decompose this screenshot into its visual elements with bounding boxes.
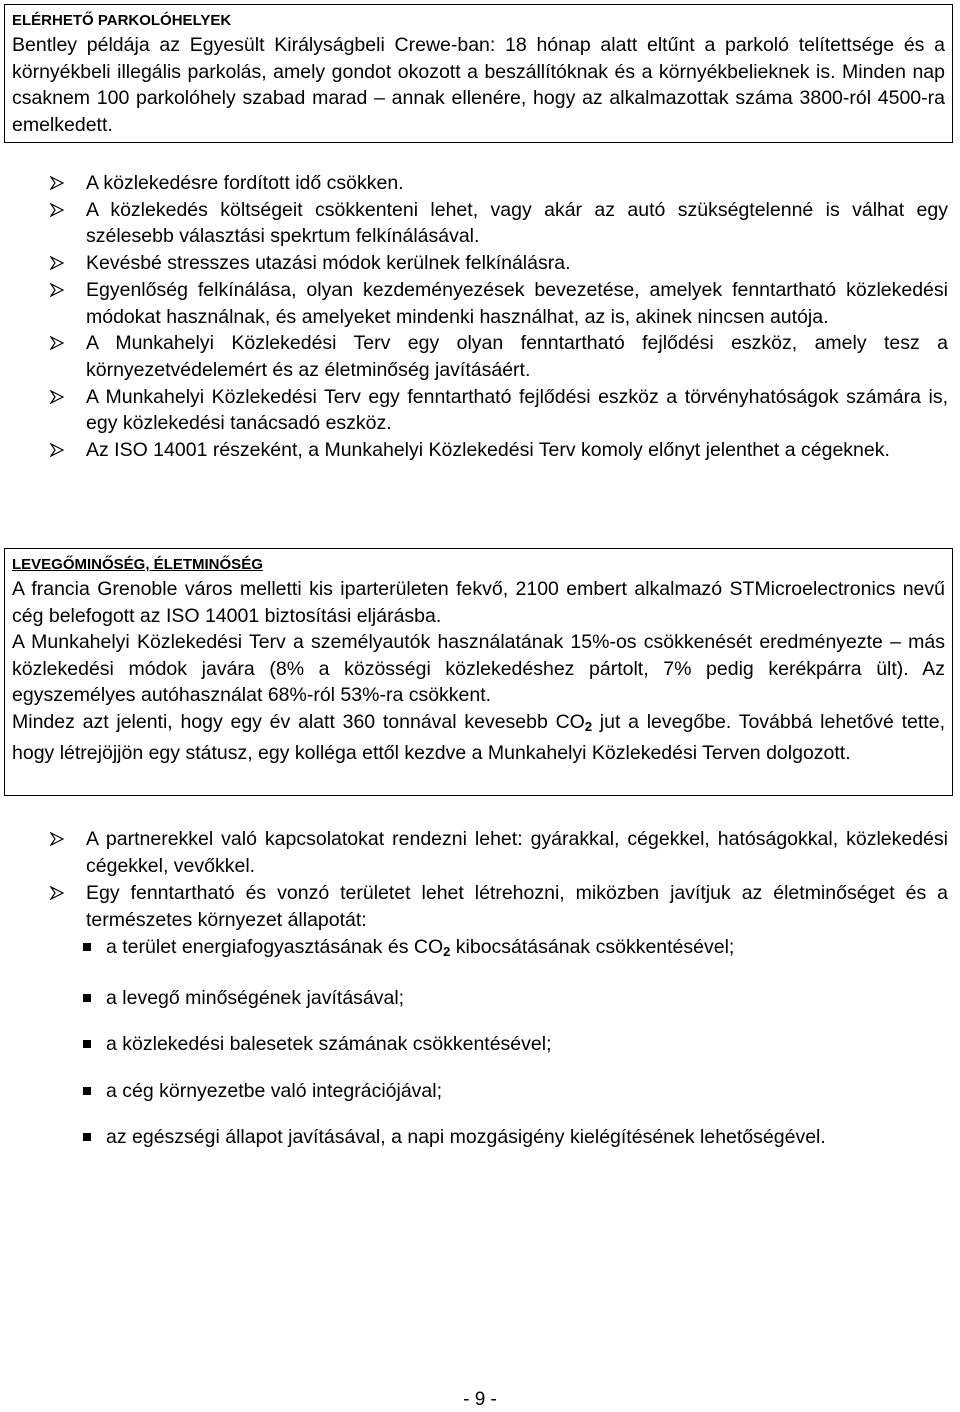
parking-section-title: ELÉRHETŐ PARKOLÓHELYEK bbox=[12, 12, 232, 29]
square-bullet-icon bbox=[83, 1087, 91, 1095]
air-quality-section-title: LEVEGŐMINŐSÉG, ÉLETMINŐSÉG bbox=[12, 556, 263, 573]
arrow-bullet-icon bbox=[50, 176, 64, 190]
arrow-bullet-icon bbox=[50, 256, 64, 270]
page-number: - 9 - bbox=[463, 1389, 497, 1410]
list-item bbox=[50, 330, 948, 383]
square-bullet-icon bbox=[83, 1133, 91, 1141]
arrow-bullet-icon bbox=[50, 336, 64, 350]
sub-list-item: az egészségi állapot javításával, a napi mozgásigény kielégítésének lehetőségével. bbox=[0, 1124, 948, 1151]
parking-section-text: Bentley példája az Egyesült Királyságbeli Crewe-ban: 18 hónap alatt eltűnt a parkoló telítettsége és a környékbeli illegális parkolás, amely gondot okozott a beszállítóknak és a környékbelieknek is. Minden nap csaknem 100 parkolóhely szabad marad – annak ellenére, hogy az alkalmazottak száma 3800-ról 4500-ra emelkedett. bbox=[12, 34, 945, 136]
list-item bbox=[50, 826, 948, 880]
arrow-bullet-icon bbox=[50, 443, 64, 457]
arrow-bullet-icon bbox=[50, 283, 64, 297]
list-item bbox=[50, 170, 948, 197]
list-item bbox=[50, 437, 948, 464]
air-quality-paragraph-1: A francia Grenoble város melletti kis iparterületen fekvő, 2100 embert alkalmazó STMicroelectronics nevű cég belefogott az ISO 14001 biztosítási eljárásba. bbox=[12, 578, 945, 627]
arrow-bullet-icon bbox=[50, 886, 64, 900]
air-quality-paragraph-2: A Munkahelyi Közlekedési Terv a személyautók használatának 15%-os csökkenését eredményezte – más közlekedési módok javára (8% a közösségi közlekedéshez pártolt, 7% pedig kerékpárra ült). Az egyszemélyes autóhasználat 68%-ról 53%-ra csökkent. bbox=[12, 631, 945, 706]
square-bullet-icon bbox=[83, 943, 91, 951]
list-item-text: Egy fenntartható és vonzó területet lehet létrehozni, miközben javítjuk az életminőséget és a természetes környezet állapotát: bbox=[86, 882, 948, 931]
list-item-text: A Munkahelyi Közlekedési Terv egy fenntartható fejlődési eszköz a törvényhatóságok számára is, egy közlekedési tanácsadó eszköz. bbox=[86, 385, 948, 435]
benefits-list bbox=[50, 170, 948, 464]
air-quality-section-box bbox=[4, 548, 953, 796]
sub-list-item: a levegő minőségének javításával; bbox=[0, 985, 948, 1012]
list-item-text: Egyenlőség felkínálása, olyan kezdeményezések bevezetése, amelyek fenntartható közlekedési módokat használnak, és amelyeket mindenki használhat, az is, akinek nincsen autója. bbox=[86, 278, 948, 328]
air-quality-paragraph-3: Mindez azt jelenti, hogy egy év alatt 360 tonnával kevesebb $CO_2$ jut a levegőbe. Továbbá lehetővé tette, hogy létrejöjjön egy státusz, egy kolléga ettől kezdve a Munkahelyi Közlekedési Terven dolgozott. bbox=[12, 710, 945, 764]
sub-list-item: a közlekedési balesetek számának csökkentésével; bbox=[0, 1031, 948, 1058]
list-item-text: A Munkahelyi Közlekedési Terv egy olyan fenntartható fejlődési eszköz, amely tesz a környezetvédelemért és az életminőség javításáért. bbox=[86, 332, 948, 381]
square-bullet-icon bbox=[83, 994, 91, 1002]
square-bullet-icon bbox=[83, 1040, 91, 1048]
arrow-bullet-icon bbox=[50, 832, 64, 846]
list-item-text: A partnerekkel való kapcsolatokat rendezni lehet: gyárakkal, cégekkel, hatóságokkal, közlekedési cégekkel, vevőkkel. bbox=[86, 828, 948, 877]
sub-list-item: a cég környezetbe való integrációjával; bbox=[0, 1078, 948, 1105]
list-item-text: A közlekedés költségeit csökkenteni lehet, vagy akár az autó szükségtelenné is válhat egy szélesebb választási spekrtum felkínálásával. bbox=[86, 198, 948, 248]
arrow-bullet-icon bbox=[50, 203, 64, 217]
parking-section-box bbox=[4, 4, 953, 143]
opportunities-list bbox=[50, 826, 948, 1171]
list-item-text: A közlekedésre fordított idő csökken. bbox=[86, 172, 404, 194]
list-item bbox=[50, 197, 948, 250]
list-item bbox=[50, 250, 948, 277]
list-item bbox=[50, 880, 948, 934]
list-item bbox=[50, 277, 948, 330]
sub-list-item: a terület energiafogyasztásának és $CO_2$ kibocsátásának csökkentésével; bbox=[0, 934, 948, 965]
list-item-text: Az ISO 14001 részeként, a Munkahelyi Közlekedési Terv komoly előnyt jelenthet a cégeknek. bbox=[86, 439, 890, 462]
list-item-text: Kevésbé stresszes utazási módok kerülnek felkínálásra. bbox=[86, 252, 571, 275]
arrow-bullet-icon bbox=[50, 390, 64, 404]
list-item bbox=[50, 384, 948, 437]
